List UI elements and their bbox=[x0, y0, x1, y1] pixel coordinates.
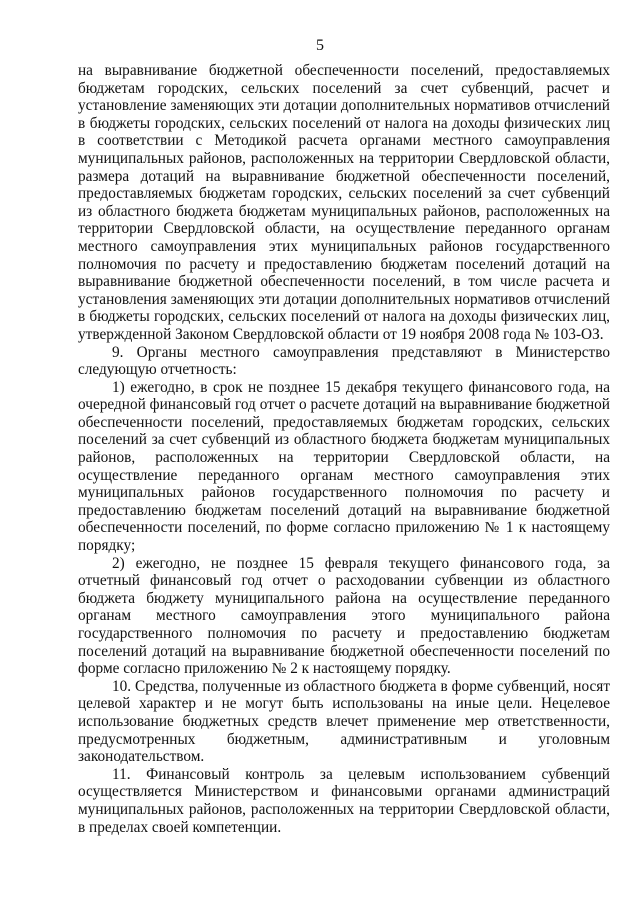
paragraph-item-10: 10. Средства, полученные из областного бюджета в форме субвенций, носят целевой характер и не могут быть использованы на иные цели. Нецелевое использование бюджетных средств влечет применение мер ответственности, предусмотренных бюджетным, административным и уголовным законодательством. bbox=[78, 677, 610, 766]
document-body bbox=[78, 62, 610, 836]
paragraph-continuation: на выравнивание бюджетной обеспеченности поселений, предоставляемых бюджетам городских, сельских поселений за счет субвенций, расчет и установление заменяющих эти дотации дополнительных нормативов отчислений в бюджеты городских, сельских поселений от налога на доходы физических лиц в соответствии с Методикой расчета органами местного самоуправления муниципальных районов, расположенных на территории Свердловской области, размера дотаций на выравнивание бюджетной обеспеченности поселений, предоставляемых бюджетам городских, сельских поселений за счет субвенций из областного бюджета бюджетам муниципальных районов, расположенных на территории Свердловской области, на осуществление переданного органам местного самоуправления этих муниципальных районов государственного полномочия по расчету и предоставлению бюджетам поселений дотаций на выравнивание бюджетной обеспеченности поселений, в том числе расчета и установления заменяющих эти дотации дополнительных нормативов отчислений в бюджеты городских, сельских поселений от налога на доходы физических лиц, утвержденной Законом Свердловской области от 19 ноября 2008 года № 103-ОЗ. bbox=[78, 62, 610, 343]
paragraph-subitem-2: 2) ежегодно, не позднее 15 февраля текущего финансового года, за отчетный финансовый год отчет о расходовании субвенции из областного бюджета бюджету муниципального района на осуществление переданного органам местного самоуправления этого муниципального района государственного полномочия по расчету и предоставлению бюджетам поселений дотаций на выравнивание бюджетной обеспеченности поселений по форме согласно приложению № 2 к настоящему порядку. bbox=[78, 554, 610, 678]
paragraph-item-9: 9. Органы местного самоуправления представляют в Министерство следующую отчетность: bbox=[78, 343, 610, 379]
paragraph-subitem-1: 1) ежегодно, в срок не позднее 15 декабря текущего финансового года, на очередной финансовый год отчет о расчете дотаций на выравнивание бюджетной обеспеченности поселений, предоставляемых бюджетам городских, сельских поселений за счет субвенций из областного бюджета бюджетам муниципальных районов, расположенных на территории Свердловской области, на осуществление переданного органам местного самоуправления этих муниципальных районов государственного полномочия по расчету и предоставлению бюджетам поселений дотаций на выравнивание бюджетной обеспеченности поселений, по форме согласно приложению № 1 к настоящему порядку; bbox=[78, 378, 610, 555]
paragraph-item-11: 11. Финансовый контроль за целевым использованием субвенций осуществляется Министерством и финансовыми органами администраций муниципальных районов, расположенных на территории Свердловской области, в пределах своей компетенции. bbox=[78, 765, 610, 836]
page-number: 5 bbox=[316, 37, 324, 54]
